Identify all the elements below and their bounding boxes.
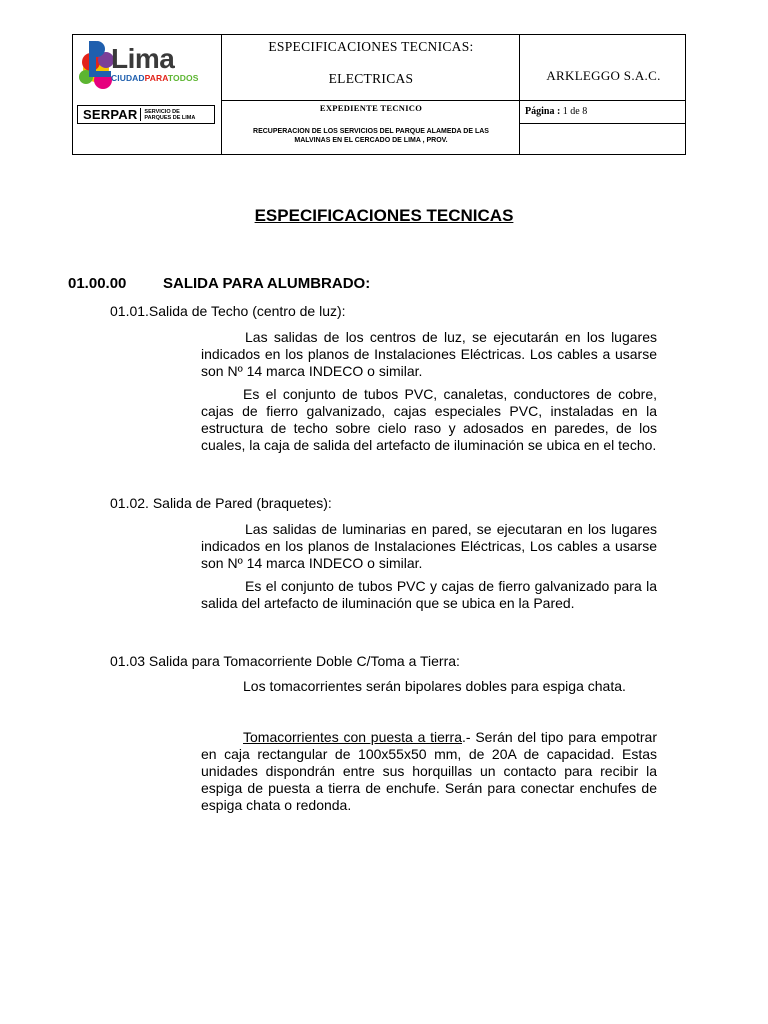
- paragraph: Los tomacorrientes serán bipolares dobles para espiga chata.: [243, 678, 626, 694]
- serpar-subtitle: SERVICIO DE PARQUES DE LIMA: [144, 108, 196, 121]
- page-indicator: [525, 106, 587, 117]
- paragraph: Las salidas de luminarias en pared, se ejecutaran en los lugares indicados en los planos de Instalaciones Eléctricas, Los cables a usarse son Nº 14 marca INDECO o similar.: [201, 521, 657, 571]
- paragraph: Tomacorrientes con puesta a tierra.- Serán del tipo para empotrar en caja rectangular de 100x55x50 mm, de 20A de capacidad. Estas unidades dispondrán entre sus horquillas un contacto para recibir la espiga de puesta a tierra de enchufe. Serán para conectar enchufes de espiga chata o redonda.: [201, 729, 657, 813]
- header-title-line1: ESPECIFICACIONES TECNICAS:: [268, 39, 474, 54]
- section-number: 01.00.00: [68, 275, 127, 292]
- divider: [519, 123, 685, 124]
- divider: [221, 100, 685, 101]
- paragraph: Es el conjunto de tubos PVC, canaletas, conductores de cobre, cajas de fierro galvanizado, cajas especiales PVC, instaladas en la estructura de techo sobre cielo raso y adosados en paredes, de los cuales, la caja de salida del artefacto de iluminación se ubica en el techo.: [201, 386, 657, 453]
- serpar-separator: [140, 108, 141, 121]
- expediente-label: EXPEDIENTE TECNICO: [319, 103, 423, 113]
- subsection-heading: 01.03 Salida para Tomacorriente Doble C/Toma a Tierra:: [110, 653, 460, 669]
- serpar-logo: [77, 105, 215, 124]
- paragraph: Es el conjunto de tubos PVC y cajas de fierro galvanizado para la salida del artefacto de iluminación que se ubica en la Pared.: [201, 578, 657, 611]
- serpar-name: SERPAR: [83, 107, 138, 122]
- header-title-line2: ELECTRICAS: [328, 71, 414, 86]
- logo-tagline: CIUDADPARATODOS: [111, 73, 199, 83]
- underlined-term: Tomacorrientes con puesta a tierra: [243, 729, 463, 745]
- project-description: RECUPERACION DE LOS SERVICIOS DEL PARQUE ALAMEDA DE LAS MALVINAS EN EL CERCADO DE LIMA , PROV.: [253, 128, 489, 144]
- page-label: Página :: [525, 106, 561, 117]
- page-value: 1 de 8: [562, 106, 588, 117]
- logo-l-foot: [89, 71, 111, 77]
- company-name: ARKLEGGO S.A.C.: [546, 68, 661, 83]
- logo-wordmark: Lima: [111, 43, 175, 74]
- document-title: ESPECIFICACIONES TECNICAS: [254, 206, 514, 225]
- paragraph: Las salidas de los centros de luz, se ejecutarán en los lugares indicados en los planos de Instalaciones Eléctricas. Los cables a usarse son Nº 14 marca INDECO o similar.: [201, 329, 657, 379]
- header-table: [72, 34, 686, 155]
- lima-logo: [73, 35, 221, 101]
- section-title: SALIDA PARA ALUMBRADO:: [163, 275, 371, 292]
- subsection-heading: 01.02. Salida de Pared (braquetes):: [110, 495, 332, 511]
- subsection-heading: 01.01.Salida de Techo (centro de luz):: [110, 303, 346, 319]
- section-heading: [68, 275, 370, 292]
